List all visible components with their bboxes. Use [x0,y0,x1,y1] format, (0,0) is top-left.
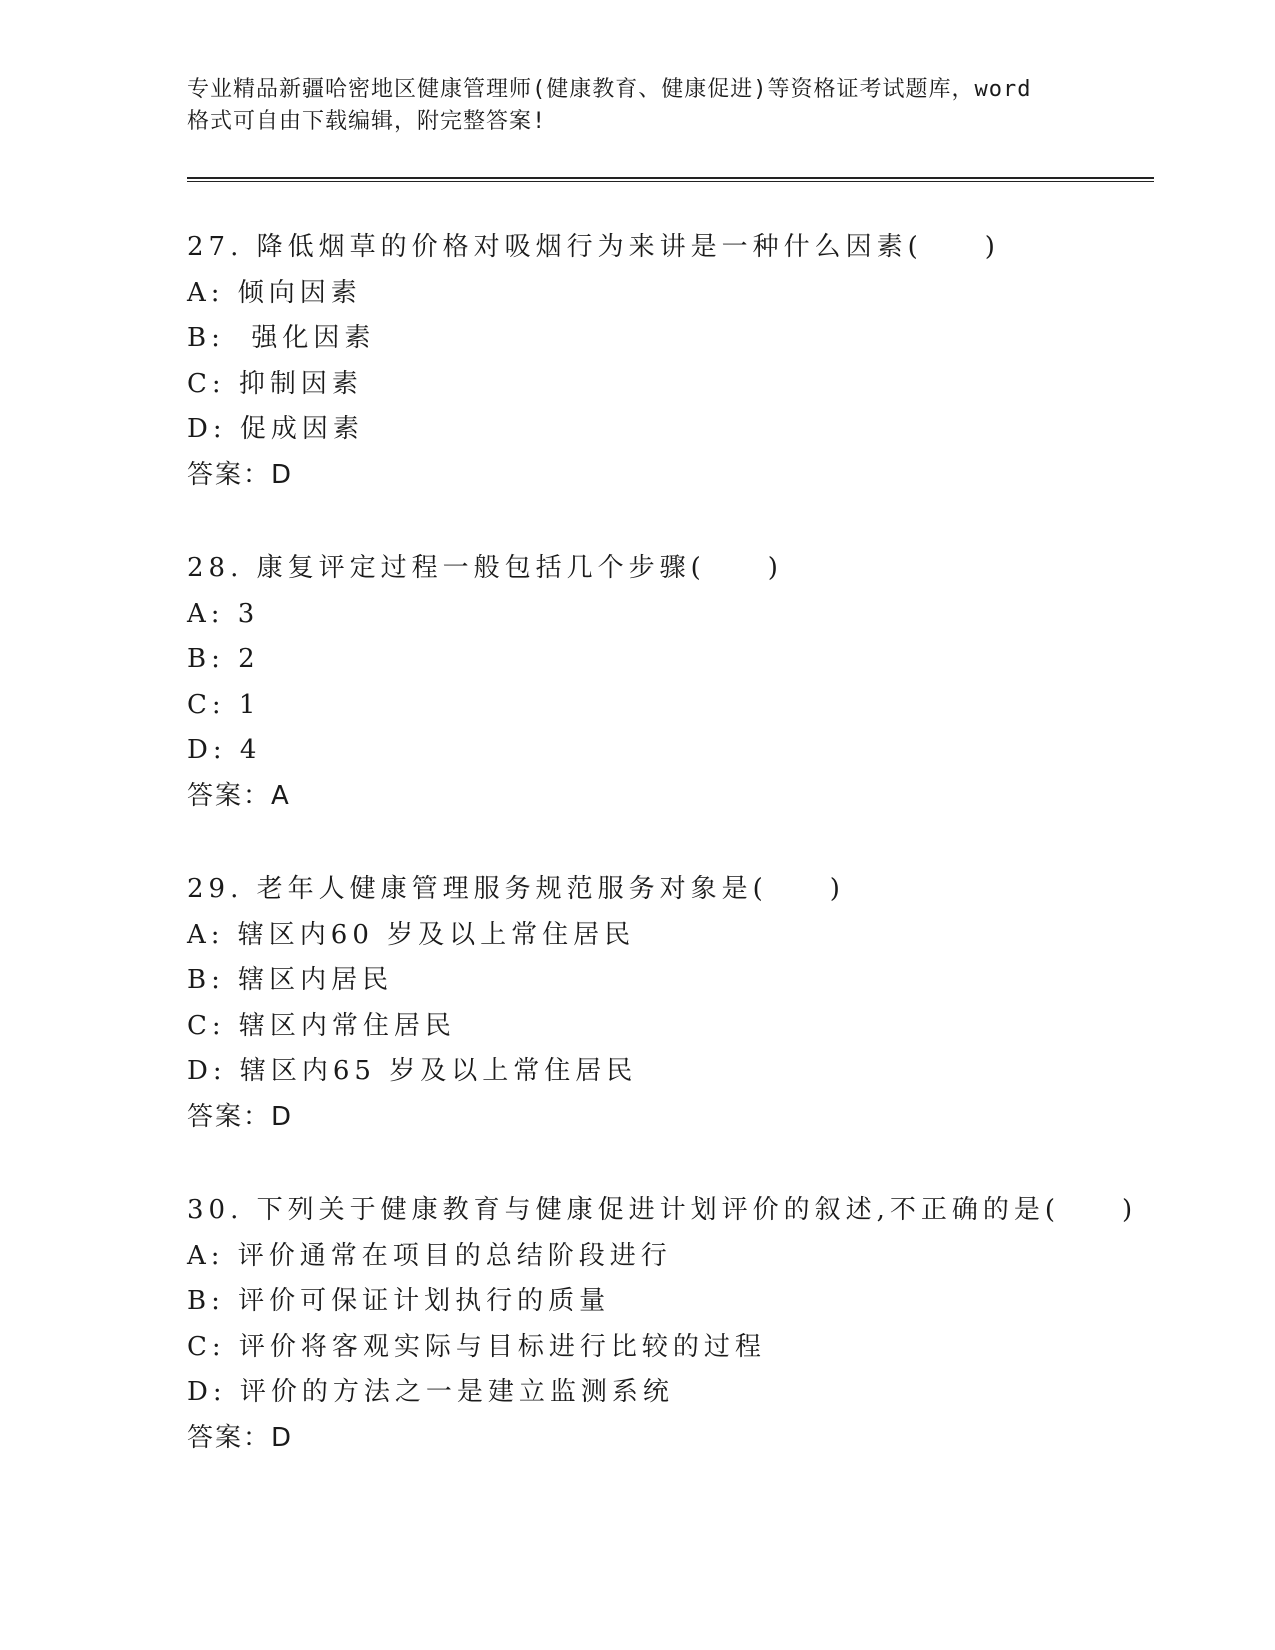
document-header [187,74,1087,138]
question-27 [187,225,1147,499]
option-d: D: 4 [187,735,262,766]
option-b: B: 辖区内居民 [187,965,394,996]
answer: 答案：D [187,1422,294,1453]
option-c: C: 辖区内常住居民 [187,1010,456,1041]
option-c: C: 评价将客观实际与目标进行比较的过程 [187,1331,766,1362]
question-title: 29. 老年人健康管理服务规范服务对象是( ) [187,874,845,904]
question-title: 28. 康复评定过程一般包括几个步骤( ) [187,553,783,583]
answer: 答案：D [187,459,294,490]
question-30 [187,1188,1147,1462]
option-b: B: 评价可保证计划执行的质量 [187,1286,611,1317]
option-d: D: 评价的方法之一是建立监测系统 [187,1377,674,1408]
header-divider-thin [187,181,1154,182]
option-c: C: 1 [187,689,261,720]
answer: 答案：A [187,780,291,811]
question-title: 30. 下列关于健康教育与健康促进计划评价的叙述,不正确的是( ) [187,1195,1138,1225]
header-line-2: 格式可自由下载编辑，附完整答案! [187,109,547,134]
option-c: C: 抑制因素 [187,368,363,399]
header-line-1: 专业精品新疆哈密地区健康管理师(健康教育、健康促进)等资格证考试题库，word [187,77,1032,102]
option-d: D: 促成因素 [187,414,364,445]
header-divider-thick [187,177,1154,179]
question-28 [187,546,1147,820]
option-d: D: 辖区内65 岁及以上常住居民 [187,1056,638,1087]
option-b: B: 2 [187,644,260,675]
option-b: B: 强化因素 [187,323,376,354]
question-title: 27. 降低烟草的价格对吸烟行为来讲是一种什么因素( ) [187,232,1000,262]
option-a: A: 评价通常在项目的总结阶段进行 [187,1240,672,1271]
answer: 答案：D [187,1101,294,1132]
option-a: A: 倾向因素 [187,277,362,308]
question-29 [187,867,1147,1141]
option-a: A: 3 [187,598,260,629]
option-a: A: 辖区内60 岁及以上常住居民 [187,919,636,950]
